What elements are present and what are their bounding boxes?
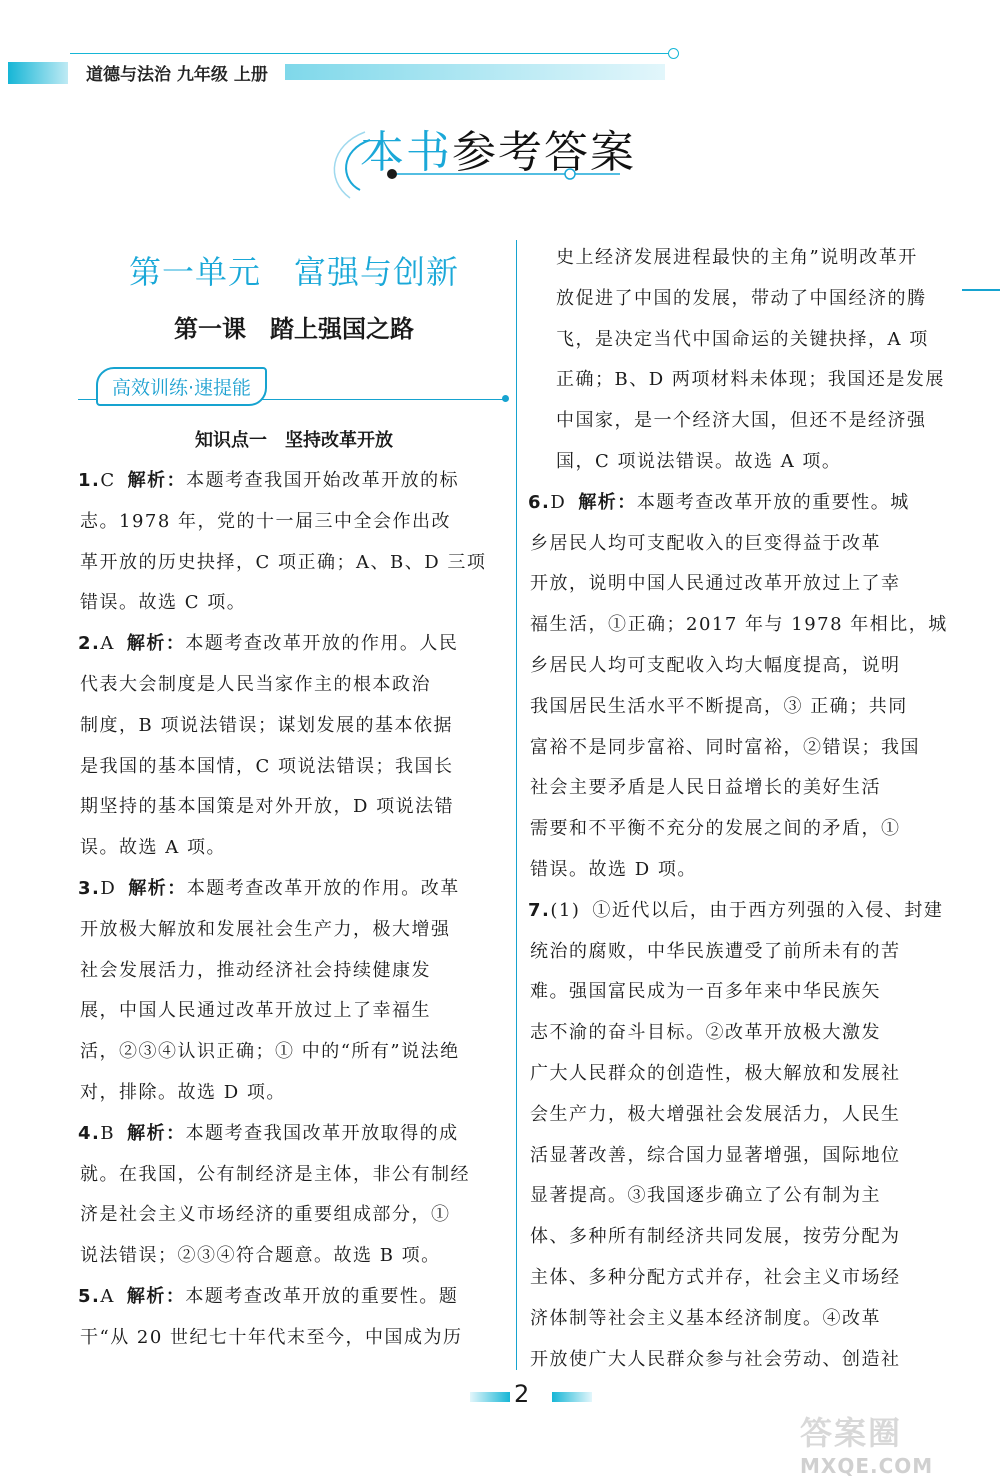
- answer-text: 本题考查改革开放的作用。改革: [186, 877, 460, 899]
- answer-text: 说法错误；②③④符合题意。故选 B 项。: [80, 1245, 441, 1267]
- answer-text: 活，②③④认识正确；① 中的“所有”说法绝: [80, 1041, 460, 1063]
- answer-line: [528, 1176, 968, 1217]
- answer-text: 福生活，①正确；2017 年与 1978 年相比，城: [530, 614, 948, 636]
- answer-text: 济是社会主义市场经济的重要组成部分，①: [80, 1204, 451, 1226]
- answer-line: [78, 747, 510, 788]
- answer-text: 本题考查改革开放的作用。人民: [185, 633, 459, 655]
- title-part-answers: 参考答案: [452, 127, 636, 178]
- answer-line: [78, 991, 510, 1032]
- answer-line: [528, 605, 968, 646]
- answer-choice: D: [100, 877, 117, 899]
- answer-line: [528, 442, 968, 483]
- analysis-label: 解析：: [578, 491, 637, 513]
- answer-text: 济体制等社会主义基本经济制度。④改革: [530, 1307, 881, 1329]
- answer-line: [528, 728, 968, 769]
- running-header: [0, 50, 700, 90]
- answer-line: [528, 972, 968, 1013]
- answer-line: [78, 624, 510, 665]
- title-text: [360, 116, 636, 180]
- answer-line: [78, 502, 510, 543]
- answer-text: 体、多种所有制经济共同发展，按劳分配为: [530, 1226, 901, 1248]
- answer-line: [78, 543, 510, 584]
- lesson-title: 第一课 踏上强国之路: [174, 315, 414, 343]
- answer-text: 会生产力，极大增强社会发展活力，人民生: [530, 1103, 901, 1125]
- header-rule: [70, 53, 670, 54]
- answer-text: 主体、多种分配方式并存，社会主义市场经: [530, 1266, 901, 1288]
- answer-line: [528, 1258, 968, 1299]
- right-column: [528, 238, 968, 1380]
- answers-title: [320, 110, 660, 210]
- answer-line: [78, 910, 510, 951]
- header-tint-band: [285, 64, 665, 80]
- answer-item: [528, 483, 968, 891]
- answer-text: 志。1978 年，党的十一届三中全会作出改: [80, 510, 452, 532]
- page-number-ornament-left: [470, 1392, 510, 1402]
- answer-text: 期坚持的基本国策是对外开放，D 项说法错: [80, 796, 455, 818]
- answer-line: [528, 932, 968, 973]
- answer-line: [528, 524, 968, 565]
- answer-text: 统治的腐败，中华民族遭受了前所未有的苦: [530, 940, 901, 962]
- answer-line: [528, 1013, 968, 1054]
- answer-line: [78, 1318, 510, 1359]
- answer-text: 误。故选 A 项。: [80, 837, 226, 859]
- answer-line: [528, 360, 968, 401]
- answer-number: 2.: [78, 633, 101, 655]
- column-divider: [516, 240, 517, 1370]
- answer-text: 本题考查改革开放的重要性。题: [185, 1285, 459, 1307]
- answer-list-left: [78, 461, 510, 1359]
- answer-line: [78, 1277, 510, 1318]
- answer-line: [78, 787, 510, 828]
- watermark: [800, 1408, 995, 1478]
- answer-line: [528, 564, 968, 605]
- page-number-ornament-right: [552, 1392, 592, 1402]
- answer-text: 本题考查我国改革开放取得的成: [185, 1122, 459, 1144]
- answer-text: 展，中国人民通过改革开放过上了幸福生: [80, 1000, 431, 1022]
- answer-choice: A: [100, 633, 115, 655]
- section-badge: [78, 361, 510, 421]
- answer-text: 难。强国富民成为一百多年来中华民族矢: [530, 981, 881, 1003]
- answer-choice: A: [100, 1285, 115, 1307]
- answer-text: 志不渝的奋斗目标。②改革开放极大激发: [530, 1022, 881, 1044]
- answer-line: [528, 320, 968, 361]
- answer-line: [528, 850, 968, 891]
- answer-line: [528, 687, 968, 728]
- answer-item: [78, 1114, 510, 1277]
- answer-line: [78, 1032, 510, 1073]
- answer-text: 制度，B 项说法错误；谋划发展的基本依据: [80, 714, 453, 736]
- answer-text: 本题考查我国开始改革开放的标: [186, 470, 460, 491]
- answer-number: 1.: [78, 470, 101, 491]
- answer-line: [78, 951, 510, 992]
- answer-line: [78, 869, 510, 910]
- answer-text: 需要和不平衡不充分的发展之间的矛盾，①: [530, 818, 901, 840]
- answer-text: 乡居民人均可支配收入的巨变得益于改革: [530, 532, 881, 554]
- knowledge-point-title: 知识点一 坚持改革开放: [195, 430, 393, 451]
- answer-number: 7.: [528, 899, 551, 921]
- answer-text: 是我国的基本国情，C 项说法错误；我国长: [80, 755, 454, 777]
- answer-line: [528, 279, 968, 320]
- answer-text: ①近代以后，由于西方列强的入侵、封建: [592, 899, 944, 921]
- answer-line: [528, 1095, 968, 1136]
- analysis-label: 解析：: [126, 633, 186, 655]
- answer-choice: C: [100, 470, 116, 491]
- analysis-label: 解析：: [127, 1122, 186, 1144]
- answer-choice: (1): [550, 899, 581, 921]
- analysis-label: 解析：: [126, 1285, 186, 1307]
- answer-line: [78, 1236, 510, 1277]
- answer-line: [78, 1073, 510, 1114]
- header-dot-ornament: [668, 48, 679, 59]
- unit-title: 第一单元 富强与创新: [128, 253, 459, 291]
- answer-text: 活显著改善，综合国力显著增强，国际地位: [530, 1144, 901, 1166]
- answer-text: 革开放的历史抉择，C 项正确；A、B、D 三项: [80, 551, 487, 573]
- answer-text: 显著提高。③我国逐步确立了公有制为主: [530, 1185, 881, 1207]
- analysis-label: 解析：: [128, 877, 187, 899]
- answer-continuation: [528, 238, 968, 483]
- answer-text: 对，排除。故选 D 项。: [80, 1081, 286, 1103]
- badge-dot: [502, 395, 509, 402]
- answer-text: 开放使广大人民群众参与社会劳动、创造社: [530, 1348, 901, 1370]
- answer-line: [78, 1114, 510, 1155]
- answer-line: [528, 1299, 968, 1340]
- answer-text: 国，C 项说法错误。故选 A 项。: [556, 450, 842, 472]
- answer-text: 我国居民生活水平不断提高，③ 正确；共同: [530, 695, 908, 717]
- answer-text: 代表大会制度是人民当家作主的根本政治: [80, 673, 431, 695]
- answer-line: [528, 891, 968, 932]
- answer-text: 富裕不是同步富裕、同时富裕，②错误；我国: [530, 736, 920, 758]
- answer-line: [528, 1217, 968, 1258]
- answer-line: [528, 1340, 968, 1381]
- answer-line: [528, 401, 968, 442]
- answer-line: [78, 665, 510, 706]
- section-badge-label: 高效训练·速提能: [96, 367, 267, 406]
- title-part-book: 本书: [360, 127, 452, 178]
- answer-line: [78, 461, 510, 502]
- header-color-block: [8, 62, 68, 84]
- page-number-text: 2: [514, 1380, 530, 1408]
- answer-line: [78, 1155, 510, 1196]
- answer-line: [78, 1195, 510, 1236]
- answer-list-right: [528, 483, 968, 1381]
- answer-text: 广大人民群众的创造性，极大解放和发展社: [530, 1062, 901, 1084]
- answer-text: 错误。故选 D 项。: [530, 858, 697, 880]
- answer-text: 开放，说明中国人民通过改革开放过上了幸: [530, 573, 901, 595]
- answer-text: 社会主要矛盾是人民日益增长的美好生活: [530, 777, 881, 799]
- left-column: [78, 235, 510, 1359]
- answer-line: [528, 483, 968, 524]
- analysis-label: 解析：: [127, 470, 187, 491]
- watermark-logo-text: 答案圈: [800, 1414, 903, 1452]
- answer-line: [528, 238, 968, 279]
- answer-item-continued: [528, 238, 968, 483]
- answer-item: [78, 869, 510, 1114]
- answer-text: 开放极大解放和发展社会生产力，极大增强: [80, 918, 451, 940]
- answer-line: [528, 809, 968, 850]
- answer-text: 就。在我国，公有制经济是主体，非公有制经: [80, 1163, 470, 1185]
- answer-line: [78, 583, 510, 624]
- page-number: [470, 1380, 590, 1410]
- answer-text: 干“从 20 世纪七十年代末至今，中国成为历: [80, 1326, 463, 1348]
- answer-text: 中国家，是一个经济大国，但还不是经济强: [556, 410, 927, 432]
- answer-item: [78, 1277, 510, 1359]
- answer-choice: B: [100, 1122, 116, 1144]
- answer-line: [528, 646, 968, 687]
- answer-text: 史上经济发展进程最快的主角”说明改革开: [556, 247, 918, 268]
- answer-text: 飞，是决定当代中国命运的关键抉择，A 项: [556, 328, 929, 350]
- book-title: 道德与法治 九年级 上册: [80, 60, 274, 85]
- answer-number: 5.: [78, 1285, 101, 1307]
- answer-number: 3.: [78, 877, 101, 899]
- answer-item: [78, 461, 510, 624]
- answer-line: [78, 706, 510, 747]
- answer-item: [78, 624, 510, 869]
- answer-text: 错误。故选 C 项。: [80, 592, 247, 614]
- answer-line: [78, 828, 510, 869]
- answer-line: [528, 1054, 968, 1095]
- answer-text: 正确；B、D 两项材料未体现；我国还是发展: [556, 369, 945, 391]
- answer-item: [528, 891, 968, 1381]
- answer-number: 6.: [528, 491, 551, 513]
- answer-text: 乡居民人均可支配收入均大幅度提高，说明: [530, 654, 901, 676]
- answer-number: 4.: [78, 1122, 101, 1144]
- answer-line: [528, 1136, 968, 1177]
- watermark-url: MXQE.COM: [800, 1454, 934, 1478]
- answer-line: [528, 768, 968, 809]
- answer-text: 本题考查改革开放的重要性。城: [636, 491, 910, 513]
- answer-text: 放促进了中国的发展，带动了中国经济的腾: [556, 287, 927, 309]
- answer-text: 社会发展活力，推动经济社会持续健康发: [80, 959, 431, 981]
- answer-choice: D: [550, 491, 567, 513]
